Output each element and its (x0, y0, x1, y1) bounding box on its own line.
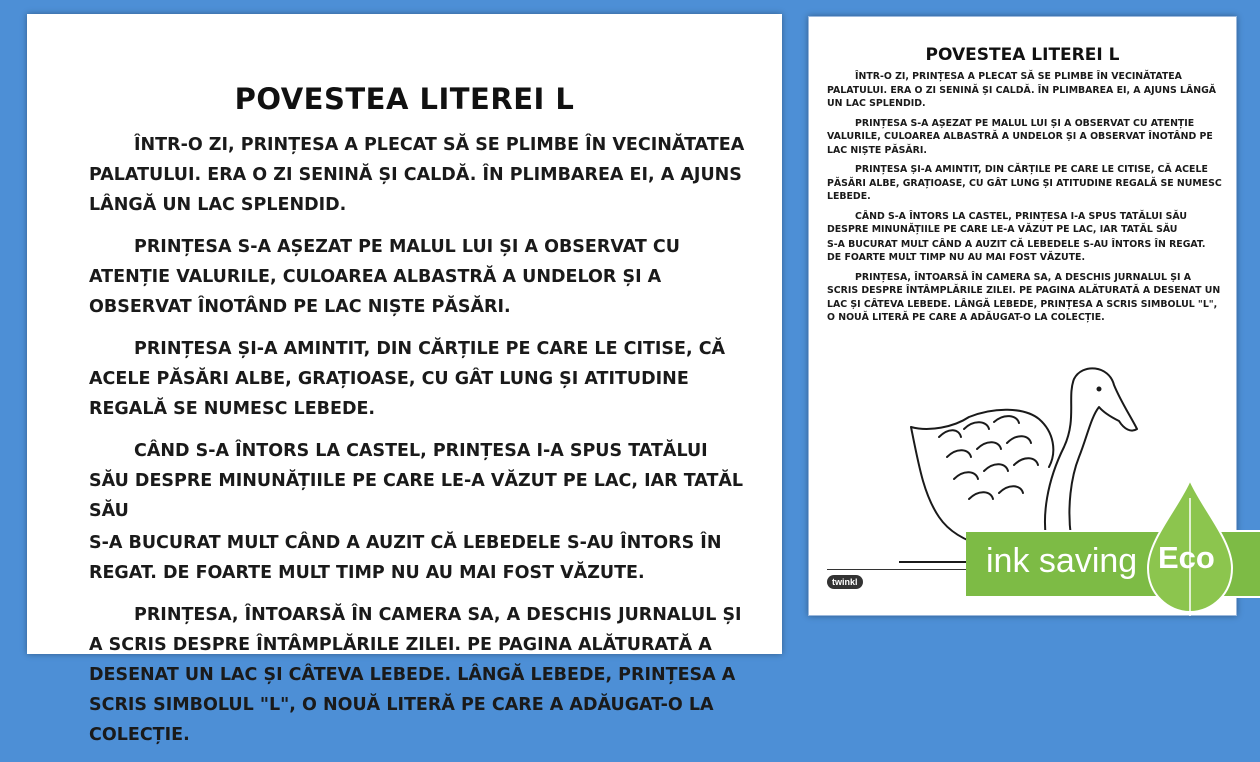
main-worksheet-page (27, 14, 782, 745)
preview-title: POVESTEA LITEREI L (925, 45, 1120, 65)
preview-paragraph: PRINȚESA S-A AȘEZAT PE MALUL LUI ȘI A OBSERVAT CU ATENȚIE VALURILE, CULOAREA ALBASTRĂ A UNDELOR ȘI A OBSERVAT ÎNOTÂND PE LAC NIȘTE PĂSĂRI. (827, 117, 1213, 156)
story-paragraph: PRINȚESA, ÎNTOARSĂ ÎN CAMERA SA, A DESCHIS JURNALUL ȘI A SCRIS DESPRE ÎNTÂMPLĂRILE ZILEI. PE PAGINA ALĂTURATĂ A DESENAT UN LAC ȘI CÂTEVA LEBEDE. LÂNGĂ LEBEDE, PRINȚESA A SCRIS SIMBOLUL "L", O NOUĂ LITERĂ PE CARE A ADĂUGAT-O LA COLECȚIE. (89, 605, 742, 745)
preview-paragraph: S-A BUCURAT MULT CÂND A AUZIT CĂ LEBEDELE S-AU ÎNTORS ÎN REGAT. DE FOARTE MULT TIMP NU AU MAI FOST VĂZUTE. (827, 238, 1206, 263)
preview-paragraph: CÂND S-A ÎNTORS LA CASTEL, PRINȚESA I-A SPUS TATĂLUI SĂU DESPRE MINUNĂȚIILE PE CARE LE-A VĂZUT PE LAC, IAR TATĂL SĂU (827, 210, 1187, 235)
story-paragraph: PRINȚESA ȘI-A AMINTIT, DIN CĂRȚILE PE CARE LE CITISE, CĂ ACELE PĂSĂRI ALBE, GRAȚIOASE, CU GÂT LUNG ȘI ATITUDINE REGALĂ SE NUMESC LEBEDE. (89, 339, 726, 419)
preview-paragraph: PRINȚESA, ÎNTOARSĂ ÎN CAMERA SA, A DESCHIS JURNALUL ȘI A SCRIS DESPRE ÎNTÂMPLĂRILE ZILEI. PE PAGINA ALĂTURATĂ A DESENAT UN LAC ȘI CÂTEVA LEBEDE. LÂNGĂ LEBEDE, PRINȚESA A SCRIS SIMBOLUL "L", O NOUĂ LITERĂ PE CARE A ADĂUGAT-O LA COLECȚIE. (827, 271, 1221, 323)
preview-paragraph: PRINȚESA ȘI-A AMINTIT, DIN CĂRȚILE PE CARE LE CITISE, CĂ ACELE PĂSĂRI ALBE, GRAȚIOASE, CU GÂT LUNG ȘI ATITUDINE REGALĂ SE NUMESC LEBEDE. (827, 164, 1222, 202)
twinkl-logo: twinkl (827, 575, 863, 589)
preview-paragraph: ÎNTR-O ZI, PRINȚESA A PLECAT SĂ SE PLIMBE ÎN VECINĂTATEA PALATULUI. ERA O ZI SENINĂ ȘI CALDĂ. ÎN PLIMBAREA EI, A AJUNS LÂNGĂ UN LAC SPLENDID. (827, 71, 1217, 109)
story-paragraph: S-A BUCURAT MULT CÂND A AUZIT CĂ LEBEDELE S-AU ÎNTORS ÎN REGAT. DE FOARTE MULT TIMP NU AU MAI FOST VĂZUTE. (89, 533, 722, 583)
story-paragraph: CÂND S-A ÎNTORS LA CASTEL, PRINȚESA I-A SPUS TATĂLUI SĂU DESPRE MINUNĂȚIILE PE CARE LE-A VĂZUT PE LAC, IAR TATĂL SĂU (89, 441, 744, 521)
story-text (89, 130, 749, 762)
page-title: POVESTEA LITEREI L (234, 82, 575, 116)
ink-saving-label: ink saving (986, 542, 1138, 580)
story-paragraph: PRINȚESA S-A AȘEZAT PE MALUL LUI ȘI A OBSERVAT CU ATENȚIE VALURILE, CULOAREA ALBASTRĂ A UNDELOR ȘI A OBSERVAT ÎNOTÂND PE LAC NIȘTE PĂSĂRI. (89, 237, 680, 317)
preview-story-text (827, 70, 1222, 331)
story-paragraph: ÎNTR-O ZI, PRINȚESA A PLECAT SĂ SE PLIMBE ÎN VECINĂTATEA PALATULUI. ERA O ZI SENINĂ ȘI CALDĂ. ÎN PLIMBAREA EI, A AJUNS LÂNGĂ UN LAC SPLENDID. (89, 135, 745, 215)
eco-label: Eco (1158, 540, 1215, 575)
